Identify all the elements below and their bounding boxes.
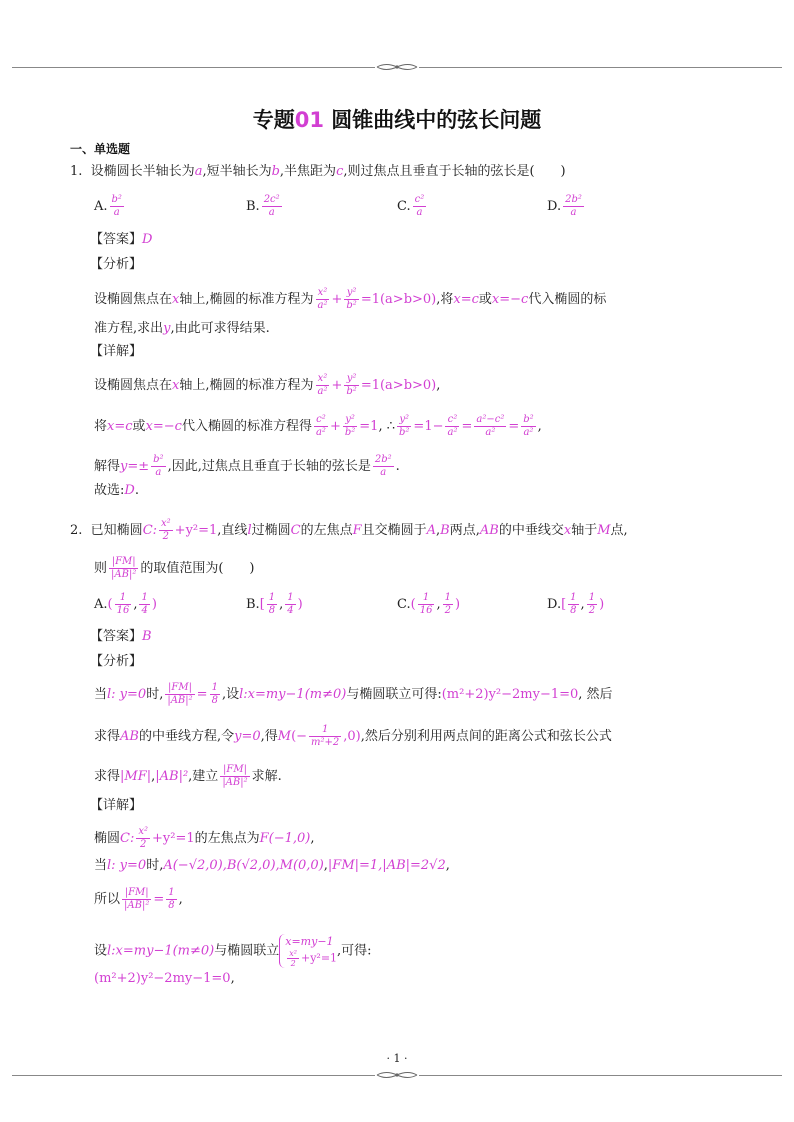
q2-option-d: D.[ $\frac{1}{8}$ , $\frac{1}{2}$ ) [547, 592, 605, 616]
page-title: 专题01 圆锥曲线中的弦长问题 [252, 108, 542, 132]
q2-detail-line-3: 所以 $\frac{|FM|}{\text{|AB|²}}$ = $\frac{1}{8}$ , [94, 887, 183, 911]
q1-detail-line-2: 将x=c或x=−c代入椭圆的标准方程得 $\frac{\text{c²}}{\text{a²}}$ + $\frac{\text{y²}}{\text{b²}}$ =1, ∴ $\frac{\text{y²}}{\text{b²}}$ =1− $\frac{\text{c²}}{\text{a²}}$ = $\frac{\text{a²−c²}}{\text{a²}}$ = $\frac{\text{b²}}{\text{a²}}$ , [94, 414, 542, 438]
q2-analysis-line-1: 当l: y=0时, $\frac{|FM|}{\text{|AB|²}}$ = $\frac{1}{8}$ ,设l:x=my−1(m≠0)与椭圆联立可得:(m²+2)y²−2my−1=0, 然后 [94, 682, 613, 706]
q1-answer: 【答案】D [90, 232, 153, 247]
q2-option-c: C.( $\frac{1}{16}$ , $\frac{1}{2}$ ) [397, 592, 461, 616]
q1-detail-label: 【详解】 [90, 344, 143, 359]
q2-option-a: A.( $\frac{1}{16}$ , $\frac{1}{4}$ ) [94, 592, 157, 616]
q2-detail-line-2: 当l: y=0时,A(−√2,0),B(√2,0),M(0,0),|FM|=1,|AB|=2√2, [94, 858, 450, 873]
q1-detail-line-1: 设椭圆焦点在x轴上,椭圆的标准方程为 $\frac{\text{x²}}{\text{a²}}$ + $\frac{\text{y²}}{\text{b²}}$ =1(a>b>0), [94, 373, 441, 397]
q2-detail-line-1: 椭圆C: $\frac{\text{x²}}{2}$ +y²=1的左焦点为F(−1,0), [94, 826, 315, 850]
q2-detail-line-5: (m²+2)y²−2my−1=0, [94, 971, 235, 986]
q2-analysis-label: 【分析】 [90, 654, 143, 669]
q1-detail-line-4: 故选:D. [94, 483, 139, 498]
header-ornament-icon [375, 63, 419, 71]
q1-analysis-line-2: 准方程,求出y,由此可求得结果. [94, 321, 270, 336]
page-number: · 1 · [386, 1052, 408, 1065]
section-heading: 一、单选题 [70, 142, 131, 156]
footer-ornament-icon [375, 1071, 419, 1079]
q1-analysis-label: 【分析】 [90, 257, 143, 272]
q2-detail-line-4: 设l:x=my−1(m≠0)与椭圆联立 x=my−1 $\frac{\text{x²}}{2}$ +y²=1 ,可得: [94, 935, 372, 968]
q1-option-c: C. $\frac{\text{c²}}{a}$ [397, 194, 425, 218]
q1-analysis-line-1: 设椭圆焦点在x轴上,椭圆的标准方程为 $\frac{\text{x²}}{\text{a²}}$ + $\frac{\text{y²}}{\text{b²}}$ =1(a>b>0),将x=c或x=−c代入椭圆的标 [94, 287, 607, 311]
q1-option-d: D. $\frac{\text{2b²}}{a}$ [547, 194, 582, 218]
q2-stem-line-2: 则 $\frac{|FM|}{\text{|AB|²}}$ 的取值范围为( ) [94, 556, 255, 580]
equation-system: x=my−1 $\frac{\text{x²}}{2}$ +y²=1 [279, 934, 337, 968]
q1-stem: 1. 设椭圆长半轴长为a,短半轴长为b,半焦距为c,则过焦点且垂直于长轴的弦长是( ) [70, 164, 566, 179]
q2-analysis-line-3: 求得|MF|,|AB|²,建立 $\frac{|FM|}{\text{|AB|²}}$ 求解. [94, 764, 282, 788]
q2-answer: 【答案】B [90, 629, 152, 644]
q2-option-b: B.[ $\frac{1}{8}$ , $\frac{1}{4}$ ) [246, 592, 303, 616]
q1-option-a: A. $\frac{\text{b²}}{a}$ [94, 194, 122, 218]
q2-detail-label: 【详解】 [90, 798, 143, 813]
q2-analysis-line-2: 求得AB的中垂线方程,令y=0,得M(− $\frac{1}{\text{m²+2}}$ ,0),然后分别利用两点间的距离公式和弦长公式 [94, 724, 612, 748]
q1-detail-line-3: 解得y=± $\frac{\text{b²}}{a}$ ,因此,过焦点且垂直于长轴的弦长是 $\frac{\text{2b²}}{a}$ . [94, 454, 400, 478]
q1-option-b: B. $\frac{\text{2c²}}{a}$ [246, 194, 280, 218]
q2-stem-line-1: 2. 已知椭圆C: $\frac{\text{x²}}{2}$ +y²=1,直线l过椭圆C的左焦点F且交椭圆于A,B两点,AB的中垂线交x轴于M点, [70, 518, 628, 542]
